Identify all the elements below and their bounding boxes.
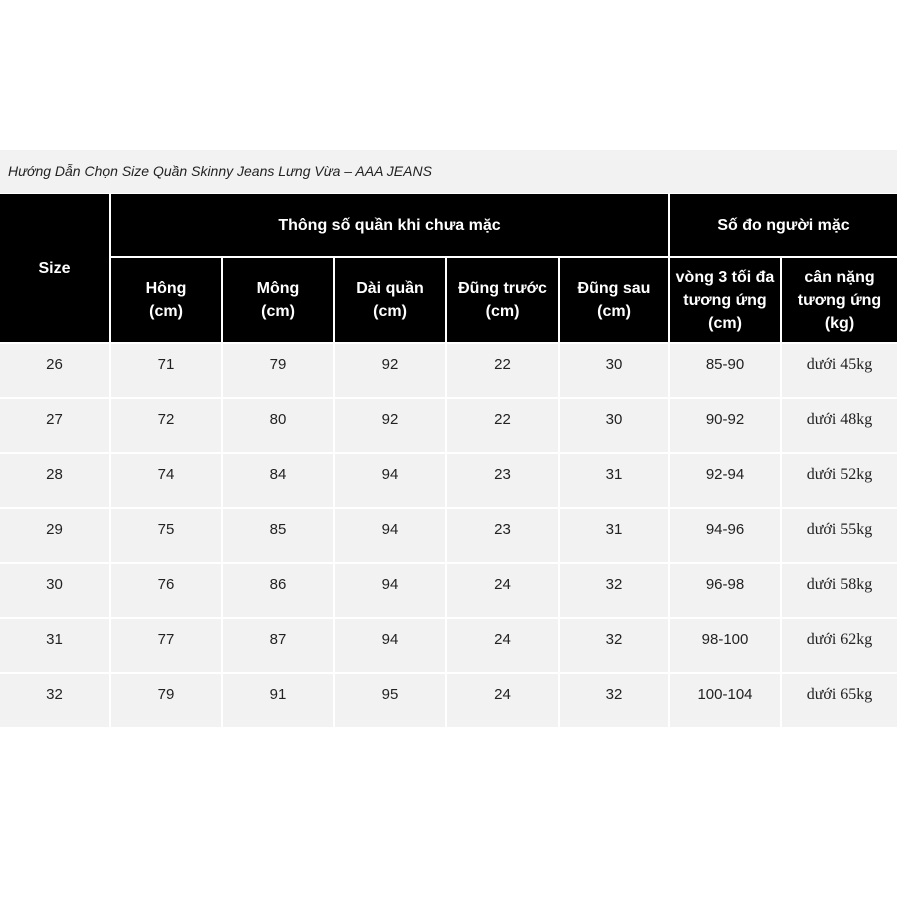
weight-cell: dưới 58kg bbox=[782, 564, 897, 619]
dai-quan-cell: 92 bbox=[335, 344, 447, 399]
weight-cell: dưới 52kg bbox=[782, 454, 897, 509]
size-cell: 28 bbox=[0, 454, 111, 509]
header-mong bbox=[223, 258, 335, 344]
dung-sau-cell: 30 bbox=[560, 344, 670, 399]
header-line: (cm) bbox=[149, 303, 183, 320]
header-row-groups bbox=[0, 194, 897, 258]
hong-cell: 79 bbox=[111, 674, 223, 729]
mong-cell: 79 bbox=[223, 344, 335, 399]
header-group-wearer: Số đo người mặc bbox=[670, 194, 897, 258]
size-cell: 29 bbox=[0, 509, 111, 564]
table-body bbox=[0, 344, 897, 729]
hong-cell: 72 bbox=[111, 399, 223, 454]
hong-cell: 77 bbox=[111, 619, 223, 674]
dung-sau-cell: 30 bbox=[560, 399, 670, 454]
header-line: (cm) bbox=[708, 314, 742, 332]
mong-cell: 91 bbox=[223, 674, 335, 729]
dung-sau-cell: 32 bbox=[560, 564, 670, 619]
header-line: Đũng sau bbox=[577, 280, 651, 297]
dai-quan-cell: 95 bbox=[335, 674, 447, 729]
header-dai-quan bbox=[335, 258, 447, 344]
weight-cell: dưới 55kg bbox=[782, 509, 897, 564]
table-row bbox=[0, 344, 897, 399]
header-vong3 bbox=[670, 258, 782, 344]
header-dung-sau bbox=[560, 258, 670, 344]
hong-cell: 74 bbox=[111, 454, 223, 509]
vong3-cell: 85-90 bbox=[670, 344, 782, 399]
header-can-nang bbox=[782, 258, 897, 344]
table-row bbox=[0, 619, 897, 674]
header-line: (kg) bbox=[824, 314, 855, 332]
dung-truoc-cell: 24 bbox=[447, 674, 560, 729]
hong-cell: 76 bbox=[111, 564, 223, 619]
dai-quan-cell: 94 bbox=[335, 509, 447, 564]
hong-cell: 71 bbox=[111, 344, 223, 399]
table-row bbox=[0, 454, 897, 509]
dung-sau-cell: 31 bbox=[560, 509, 670, 564]
weight-cell: dưới 65kg bbox=[782, 674, 897, 729]
dung-sau-cell: 32 bbox=[560, 619, 670, 674]
table-row bbox=[0, 509, 897, 564]
header-line: (cm) bbox=[597, 303, 631, 320]
header-row-columns bbox=[0, 258, 897, 344]
header-line: Hông bbox=[145, 280, 187, 297]
header-line: tương ứng bbox=[797, 291, 882, 309]
mong-cell: 85 bbox=[223, 509, 335, 564]
table-row bbox=[0, 564, 897, 619]
size-chart-table bbox=[0, 194, 897, 729]
vong3-cell: 100-104 bbox=[670, 674, 782, 729]
weight-cell: dưới 48kg bbox=[782, 399, 897, 454]
header-line: tương ứng bbox=[683, 291, 767, 309]
header-line: Dài quần bbox=[356, 280, 424, 297]
dai-quan-cell: 92 bbox=[335, 399, 447, 454]
weight-cell: dưới 45kg bbox=[782, 344, 897, 399]
size-cell: 30 bbox=[0, 564, 111, 619]
header-line: cân nặng bbox=[804, 268, 875, 286]
header-line: (cm) bbox=[261, 303, 295, 320]
dung-truoc-cell: 22 bbox=[447, 399, 560, 454]
vong3-cell: 96-98 bbox=[670, 564, 782, 619]
mong-cell: 80 bbox=[223, 399, 335, 454]
header-dung-truoc bbox=[447, 258, 560, 344]
dung-truoc-cell: 23 bbox=[447, 509, 560, 564]
table-caption: Hướng Dẫn Chọn Size Quần Skinny Jeans Lưng Vừa – AAA JEANS bbox=[0, 150, 897, 193]
weight-cell: dưới 62kg bbox=[782, 619, 897, 674]
dung-sau-cell: 31 bbox=[560, 454, 670, 509]
dung-truoc-cell: 24 bbox=[447, 619, 560, 674]
dai-quan-cell: 94 bbox=[335, 564, 447, 619]
header-hong bbox=[111, 258, 223, 344]
dung-sau-cell: 32 bbox=[560, 674, 670, 729]
vong3-cell: 92-94 bbox=[670, 454, 782, 509]
header-line: Mông bbox=[256, 280, 300, 297]
dai-quan-cell: 94 bbox=[335, 619, 447, 674]
vong3-cell: 98-100 bbox=[670, 619, 782, 674]
vong3-cell: 90-92 bbox=[670, 399, 782, 454]
header-line: (cm) bbox=[485, 303, 520, 320]
dung-truoc-cell: 22 bbox=[447, 344, 560, 399]
dai-quan-cell: 94 bbox=[335, 454, 447, 509]
header-line: vòng 3 tối đa bbox=[675, 268, 775, 286]
table-row bbox=[0, 674, 897, 729]
header-line: Đũng trước bbox=[458, 280, 547, 297]
size-cell: 27 bbox=[0, 399, 111, 454]
mong-cell: 84 bbox=[223, 454, 335, 509]
dung-truoc-cell: 23 bbox=[447, 454, 560, 509]
mong-cell: 87 bbox=[223, 619, 335, 674]
header-size: Size bbox=[0, 194, 111, 344]
vong3-cell: 94-96 bbox=[670, 509, 782, 564]
hong-cell: 75 bbox=[111, 509, 223, 564]
size-cell: 32 bbox=[0, 674, 111, 729]
table-row bbox=[0, 399, 897, 454]
dung-truoc-cell: 24 bbox=[447, 564, 560, 619]
size-cell: 26 bbox=[0, 344, 111, 399]
size-cell: 31 bbox=[0, 619, 111, 674]
header-line: (cm) bbox=[373, 303, 407, 320]
header-group-garment: Thông số quần khi chưa mặc bbox=[111, 194, 670, 258]
mong-cell: 86 bbox=[223, 564, 335, 619]
